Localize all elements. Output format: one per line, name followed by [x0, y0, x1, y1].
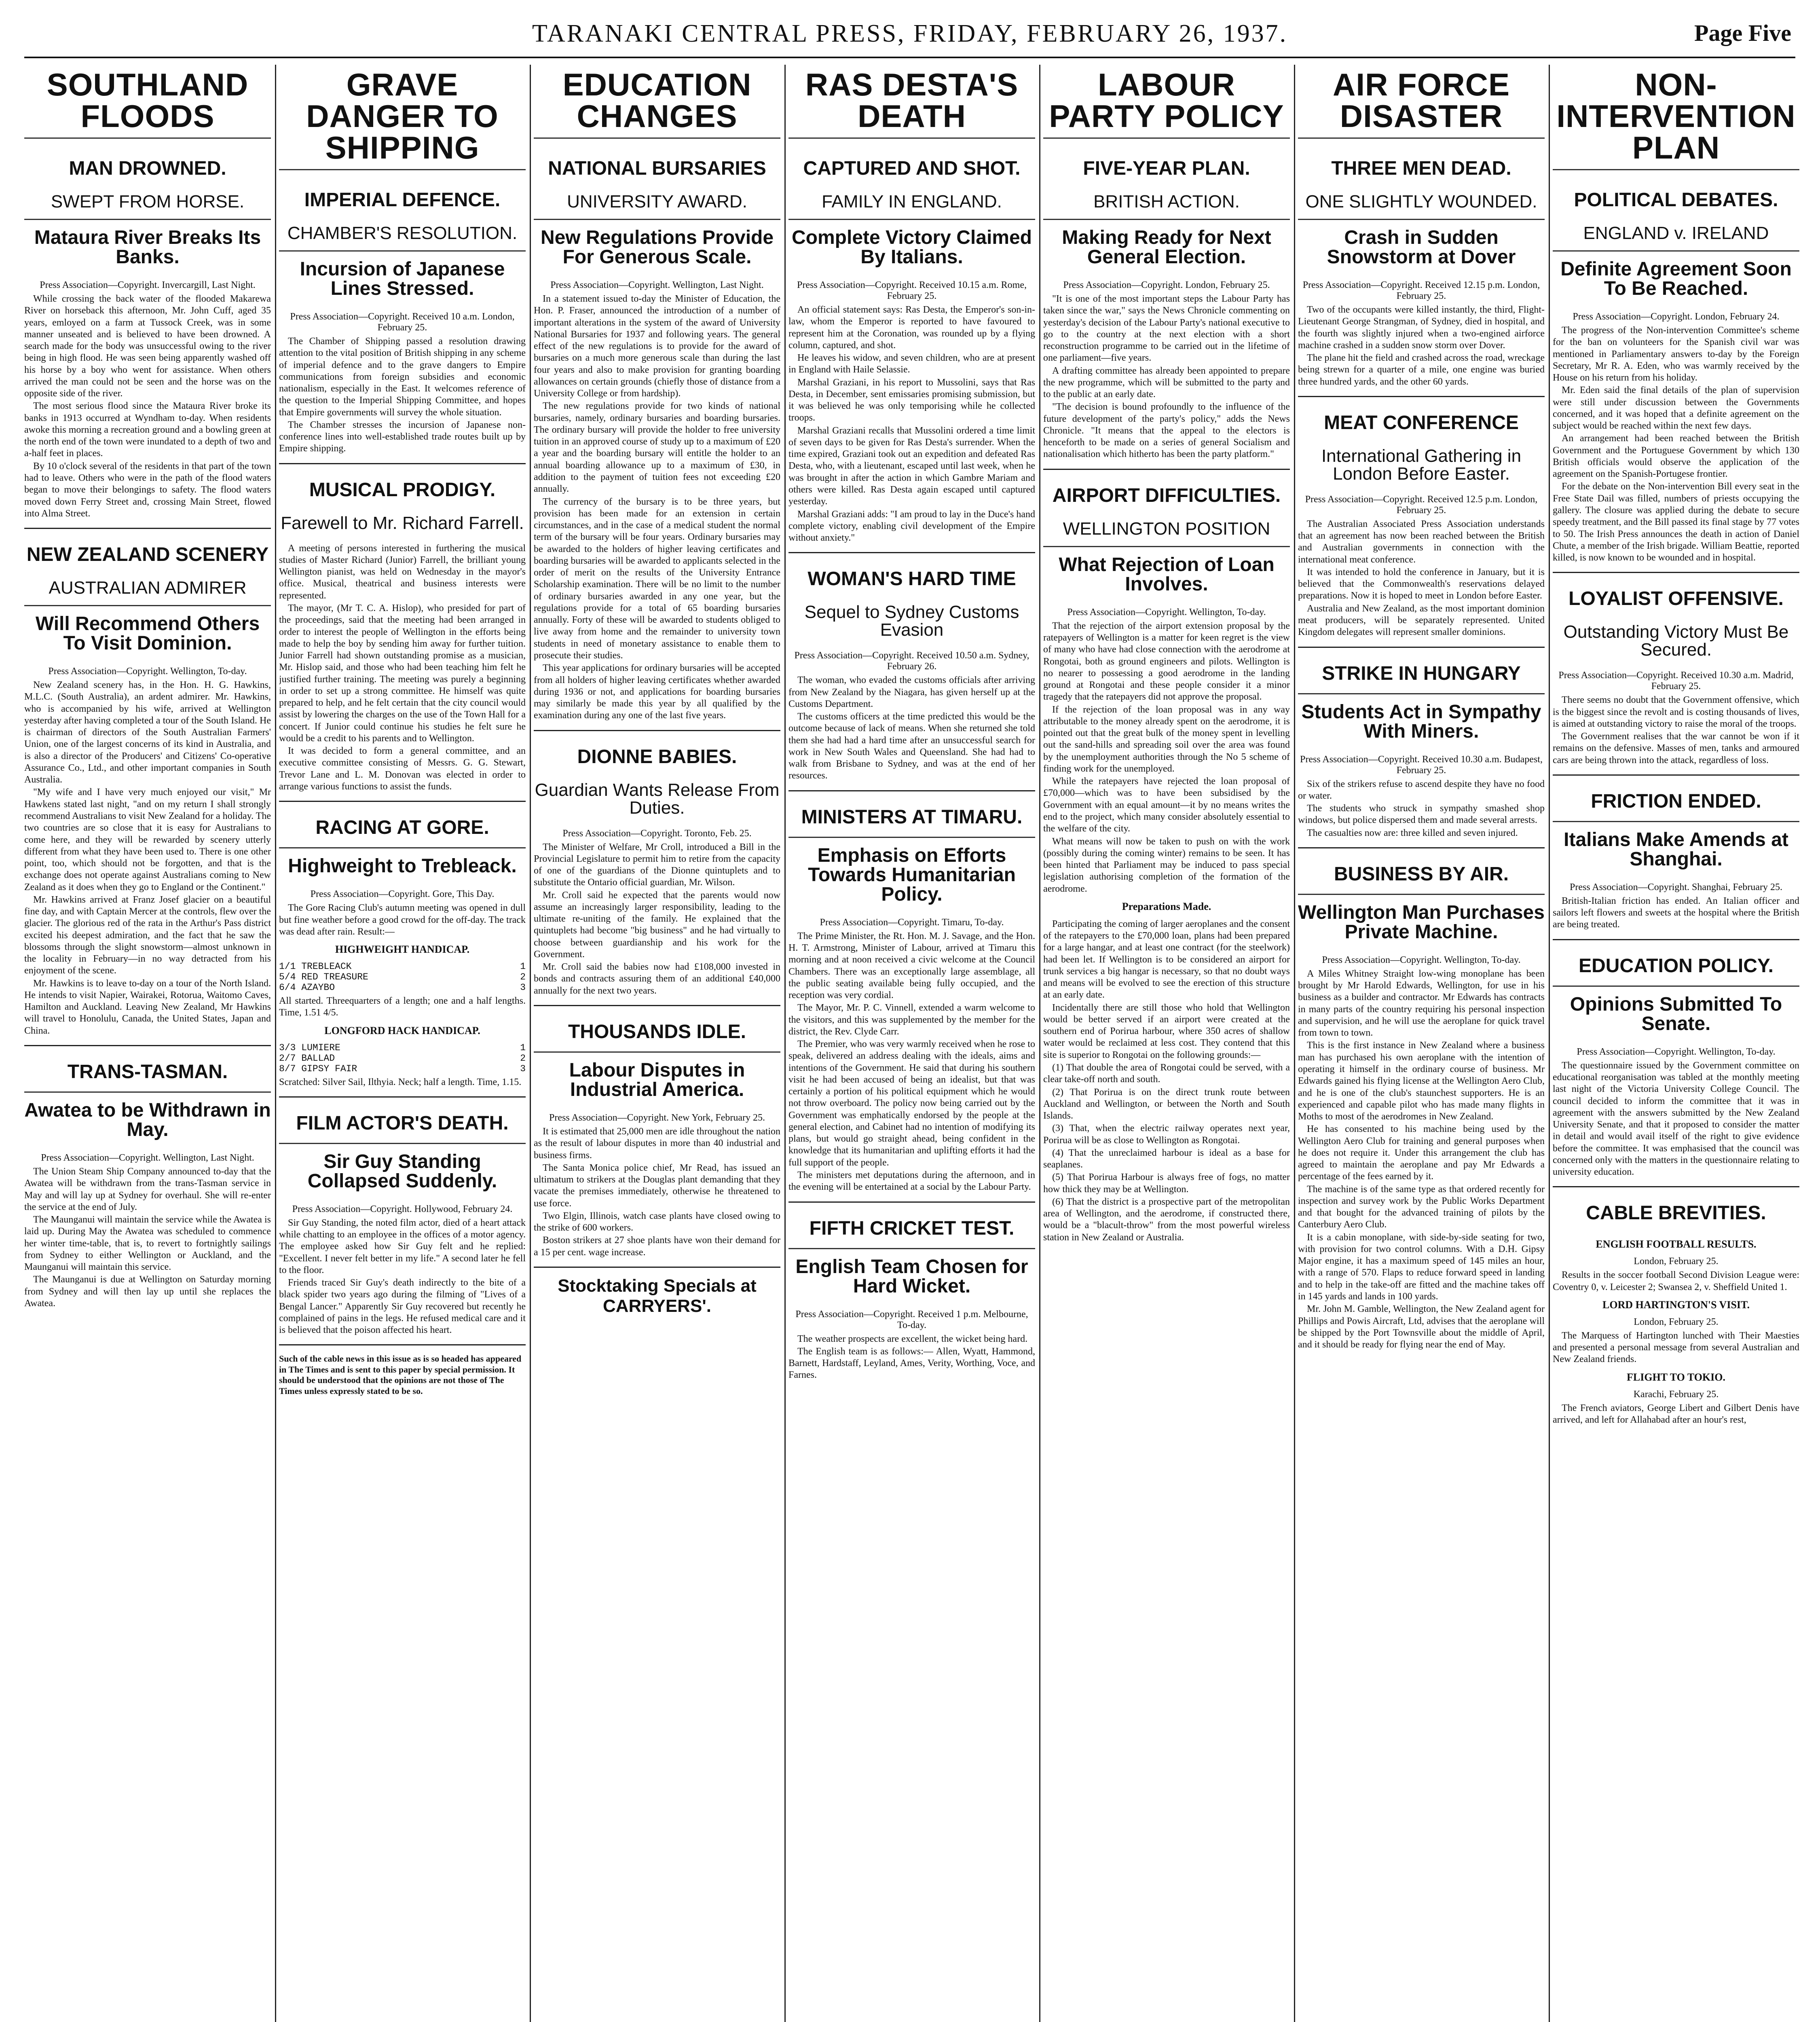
- paragraph: "The decision is bound profoundly to the influence of the future development of the party's policy," adds the News Chronicle. "It means that the appeal to the electors is henceforth to be made on a series of general Socialism and nationalisation which hitherto has been the party platform.": [1043, 402, 1290, 460]
- paragraph: It was intended to hold the conference in January, but it is believed that the Commonwealth's reservations delayed preparations. Now it is hoped to meet in London before Easter.: [1298, 567, 1545, 601]
- dateline: Press Association—Copyright. Received 10.50 a.m. Sydney, February 26.: [794, 650, 1029, 672]
- rule-separator: [534, 1267, 780, 1268]
- paragraph: The ministers met deputations during the afternoon, and in the evening will be entertained at a social by the Labour Party.: [788, 1170, 1035, 1193]
- paragraph: It is a cabin monoplane, with side-by-side seating for two, with provision for two control columns. With a D.H. Gipsy Major engine, it has a maximum speed of 145 miles an hour, with a range of 570. Flaps to reduce forward speed in landing and to help in the take-off are fitted and the machine takes off in 145 yards and lands in 100 yards.: [1298, 1232, 1545, 1302]
- race-note: Scratched: Silver Sail, Ilthyia. Neck; half a length. Time, 1.15.: [279, 1077, 522, 1087]
- paragraph: The Gore Racing Club's autumn meeting was opened in dull but fine weather before a good crowd for the off-day. The track was dead after rain. Result:—: [279, 903, 526, 937]
- masthead: [24, 12, 1795, 58]
- story-headline: NEW ZEALAND SCENERY: [26, 544, 269, 566]
- paragraph: Participating the coming of larger aeroplanes and the consent of the ratepayers to the £70,000 loan, plans had been prepared for a large hangar, and at least one contract (for the steelwork) had been let. If Wellington is to be considered an airport for trunk services a big hangar is necessary, so that no doubt ways and means will be evolved to see the erection of this structure at an early date.: [1043, 918, 1290, 1000]
- paragraph: The currency of the bursary is to be three years, but provision has been made for an extension in certain circumstances, and in the case of a medical student the normal term of the bursary will be four years. Ordinary bursaries may be awarded to the holders of higher leaving certificates and boarding bursaries will be awarded to applicants selected in the order of merit on the results of the University Entrance Scholarship examination. There will be no limit to the number of ordinary bursaries awarded in any one year, but the regulations provide for a total of 65 boarding bursaries annually. Forty of these will be awarded to students obliged to live away from home and the remainder to university town students in need of monetary assistance to enable them to prosecute their studies.: [534, 496, 780, 661]
- paragraph: The progress of the Non-intervention Committee's scheme for the ban on volunteers for the Spanish civil war was mentioned in Parliamentary answers to-day by the Foreign Secretary, Mr R. A. Eden, who was warmly received by the House on his return from his holiday.: [1553, 325, 1799, 383]
- paragraph: Mr. Croll said he expected that the parents would now assume an increasingly larger responsibility, leading to the ultimate re-uniting of the family. He explained that the quintuplets had become "big business" and he had virtually to choose between guardianship and his work for the Government.: [534, 890, 780, 960]
- article-body: [24, 293, 271, 520]
- dateline: Karachi, February 25.: [1633, 1389, 1719, 1400]
- rule-separator: [788, 1201, 1035, 1203]
- rule-separator: [788, 790, 1035, 791]
- race-row: [279, 982, 526, 993]
- paragraph: Friends traced Sir Guy's death indirectly to the bite of a black spider two years ago during the filming of "Lives of a Bengal Lancer." Apparently Sir Guy recovered but recently he complained of pains in the legs. He refused medical care and it is believed that the poison affected his heart.: [279, 1277, 526, 1336]
- paragraph: It was decided to form a general committee, and an executive committee consisting of Messrs. G. G. Stewart, Trevor Lane and L. M. Donovan was elected in order to arrange various functions to assist the funds.: [279, 746, 526, 792]
- article-body: [1553, 325, 1799, 564]
- story-headline: MUSICAL PRODIGY.: [309, 479, 496, 501]
- paragraph: Mr. Croll said the babies now had £108,000 invested in bonds and contracts assuring them of an additional £40,000 annually for the next two years.: [534, 962, 780, 996]
- advertisement-line: CARRYERS'.: [603, 1296, 711, 1316]
- paragraph: The Santa Monica police chief, Mr Read, has issued an ultimatum to strikers at the Douglas plant demanding that they vacate the premises immediately, otherwise he threatened to use force.: [534, 1162, 780, 1209]
- story-deck: Italians Make Amends at Shanghai.: [1553, 821, 1799, 879]
- paragraph: The mayor, (Mr T. C. A. Hislop), who presided for part of the proceedings, said that the meeting had been arranged in order to interest the people of Wellington in the efforts being made to help the boy by sending him away for further tuition. Junior Farrell had shown outstanding promise as a musician, Mr. Hislop said, and those who had been teaching him felt he justified further training. The meeting was purely a beginning in order to set up a strong committee. He himself was quite prepared to help, and he felt certain that the city council would assist by lowering the charges on the use of the Town Hall for a concert. If Junior could continue his studies he felt sure he would be a credit to his parents and to Wellington.: [279, 603, 526, 744]
- race-row: [279, 961, 526, 972]
- dateline: Press Association—Copyright. London, February 25.: [1063, 280, 1270, 290]
- paragraph: He has consented to his machine being used by the Wellington Aero Club for training and general purposes when he does not require it. Under this arrangement the club has agreed to maintain the aeroplane and pay Mr Edwards a percentage of the fees earned by it.: [1298, 1124, 1545, 1182]
- subheadline-secondary: BRITISH ACTION.: [1093, 192, 1240, 212]
- rule-separator: [1553, 572, 1799, 573]
- story-headline: THOUSANDS IDLE.: [568, 1021, 746, 1043]
- rule-separator: [1553, 1186, 1799, 1187]
- column-air-force: [1298, 65, 1545, 2022]
- paragraph: The new regulations provide for two kinds of national bursaries, namely, ordinary bursaries and boarding bursaries. The ordinary bursary will provide the holder to free university tuition in an approved course of study up to a maximum of £20 a year and the boarding bursary will entitle the holder to an annual boarding allowance up to a maximum of £30, in addition to the payment of tuition fees not exceeding £20 annually.: [534, 401, 780, 495]
- deck: Crash in Sudden Snowstorm at Dover: [1298, 219, 1545, 277]
- paragraph: The machine is of the same type as that ordered recently for inspection and survey work by the Public Works Department and that bought for the advanced training of pilots by the Canterbury Aero Club.: [1298, 1184, 1545, 1230]
- paragraph: Results in the soccer football Second Division League were: Coventry 0, v. Leicester 2; Swansea 2, v. Sheffield United 1.: [1553, 1270, 1799, 1292]
- story-headline: TRANS-TASMAN.: [67, 1061, 228, 1083]
- placing: 1: [520, 961, 526, 972]
- subheadline-secondary: ENGLAND v. IRELAND: [1583, 223, 1769, 243]
- article-body: [1298, 518, 1545, 639]
- paragraph: The Maunganui will maintain the service while the Awatea is laid up. During May the Awatea was scheduled to commence her winter time-table, that is, to revert to fortnightly sailings from Sydney to either Wellington or Auckland, and the Maunganui will maintain this service.: [24, 1214, 271, 1273]
- dateline: Press Association—Copyright. Shanghai, February 25.: [1570, 882, 1782, 893]
- race-row: [279, 1053, 526, 1064]
- placing: 3: [520, 982, 526, 993]
- article-body: [534, 293, 780, 722]
- horse-name: 6/4 AZAYBO: [279, 982, 335, 993]
- story-headline: AIRPORT DIFFICULTIES.: [1052, 484, 1281, 506]
- story-subheadline: Guardian Wants Release From Duties.: [535, 780, 780, 818]
- horse-name: 1/1 TREBLEACK: [279, 961, 352, 972]
- dateline: London, February 25.: [1634, 1256, 1719, 1267]
- dateline: Press Association—Copyright. New York, February 25.: [549, 1113, 765, 1123]
- deck: New Regulations Provide For Generous Scale.: [534, 219, 780, 277]
- paragraph: For the debate on the Non-intervention Bill every seat in the Free State Dail was filled, numbers of priests occupying the gallery. The closure was applied during the debate to secure speedy treatment, and the Bill passed its final stage by 77 votes to 50. The Irish Press announces the death in action of Daniel Chute, a member of the Irish brigade. William Beattie, reported killed, is now known to be wounded and in hospital.: [1553, 481, 1799, 563]
- rule-separator: [788, 552, 1035, 553]
- dateline: Press Association—Copyright. Wellington, To-day.: [1322, 954, 1521, 965]
- story-headline: LOYALIST OFFENSIVE.: [1568, 588, 1784, 610]
- paragraph: (1) That double the area of Rongotai could be served, with a clear take-off north and south.: [1043, 1062, 1290, 1085]
- paragraph: The Prime Minister, the Rt. Hon. M. J. Savage, and the Hon. H. T. Armstrong, Minister of Labour, arrived at Timaru this morning and at noon received a civic welcome at the Council Chambers. There was an exceptionally large assemblage, all the public seating available being fully occupied, and the reception was very cordial.: [788, 931, 1035, 1001]
- dateline: Press Association—Copyright. Received 12.15 p.m. London, February 25.: [1302, 280, 1540, 301]
- paragraph: A drafting committee has already been appointed to prepare the new programme, which will be submitted to the party and to the public at an early date.: [1043, 365, 1290, 400]
- race-row: [279, 1064, 526, 1074]
- section-subhead: Preparations Made.: [1122, 900, 1211, 912]
- paragraph: British-Italian friction has ended. An Italian officer and sailors left flowers and sweets at the hospital where the British are being treated.: [1553, 895, 1799, 930]
- paragraph: The Union Steam Ship Company announced to-day that the Awatea will be withdrawn from the trans-Tasman service in May and will lay up at Sydney for overhaul. She will re-enter the service at the end of July.: [24, 1166, 271, 1212]
- subheadline-secondary: UNIVERSITY AWARD.: [567, 192, 747, 212]
- column-grave-danger: [279, 65, 526, 2022]
- main-headline: SOUTHLAND FLOODS: [24, 65, 271, 139]
- paragraph: There seems no doubt that the Government offensive, which is the biggest since the revolt and is costing thousands of lives, is aimed at outstanding victory to raise the moral of the troops.: [1553, 695, 1799, 729]
- column-education-changes: [534, 65, 780, 2022]
- brevity-body: [1553, 1269, 1799, 1293]
- paragraph: The Maunganui is due at Wellington on Saturday morning from Sydney and will then lay up until she replaces the Awatea.: [24, 1274, 271, 1309]
- paragraph: The Government realises that the war cannot be won if it remains on the defensive. Masses of men, tanks and armoured cars are being thrown into the attack, regardless of loss.: [1553, 731, 1799, 766]
- paragraph: Mr. Hawkins is to leave to-day on a tour of the North Island. He intends to visit Napier, Wairakei, Rotorua, Waitomo Caves, Hamilton and Auckland. Leaving New Zealand, Mr Hawkins will travel to Honolulu, Canada, the United States, Japan and China.: [24, 978, 271, 1036]
- column-rule: [784, 65, 786, 2022]
- paragraph: The Minister of Welfare, Mr Croll, introduced a Bill in the Provincial Legislature to permit him to retire from the capacity of one of the guardians of the Dionne quintuplets and to substitute the Ontario official guardian, Mr. Wilson.: [534, 842, 780, 888]
- paragraph: The Chamber of Shipping passed a resolution drawing attention to the vital position of British shipping in any scheme of imperial defence and to the grave dangers to Empire communications from foreign subsidies and economic nationalism, especially in the East. It welcomes reference of the question to the Imperial Shipping Committee, and hopes that Empire governments will survey the whole situation.: [279, 336, 526, 418]
- brevity-body: [1553, 1330, 1799, 1366]
- paragraph: The customs officers at the time predicted this would be the outcome because of lack of means. When she returned she told them she had had a hard time after an unsuccessful search for work in New South Wales and Queensland. She had had to walk from Brisbane to Sydney, and was at the end of her resources.: [788, 711, 1035, 781]
- article-body: [279, 336, 526, 455]
- subheadline: FIVE-YEAR PLAN.: [1083, 158, 1250, 179]
- dateline: Press Association—Copyright. Received 1 p.m. Melbourne, To-day.: [795, 1309, 1028, 1330]
- brevity-title: LORD HARTINGTON'S VISIT.: [1602, 1299, 1750, 1311]
- rule-separator: [279, 1096, 526, 1098]
- paragraph: A Miles Whitney Straight low-wing monoplane has been brought by Mr Harold Edwards, Wellington, for use in his business as a builder and contractor. Mr Edwards has contracts in many parts of the country requiring his personal inspection and supervision, and he will use the aeroplane for quick travel from town to town.: [1298, 968, 1545, 1038]
- subheadline: IMPERIAL DEFENCE.: [304, 189, 501, 211]
- placing: 1: [520, 1042, 526, 1053]
- paragraph: (2) That Porirua is on the direct trunk route between Auckland and Wellington, or between the North and South Islands.: [1043, 1087, 1290, 1121]
- race-title: LONGFORD HACK HANDICAP.: [324, 1024, 480, 1036]
- brevity-title: ENGLISH FOOTBALL RESULTS.: [1596, 1238, 1757, 1250]
- rule-separator: [24, 528, 271, 529]
- race-title: HIGHWEIGHT HANDICAP.: [335, 943, 470, 956]
- article-body: [788, 675, 1035, 782]
- rule-separator: [534, 730, 780, 731]
- article-body: [1553, 895, 1799, 931]
- rule-separator: [1298, 847, 1545, 848]
- paragraph: A meeting of persons interested in furthering the musical studies of Master Richard (Junior) Farrell, the brilliant young Wellington pianist, was held on Wednesday in the mayor's office. Musical, theatrical and business interests were represented.: [279, 543, 526, 601]
- subheadline: POLITICAL DEBATES.: [1574, 189, 1778, 211]
- story-headline: MINISTERS AT TIMARU.: [801, 806, 1023, 828]
- paragraph: (5) That Porirua Harbour is always free of fogs, no matter how thick they may be at Wellington.: [1043, 1172, 1290, 1195]
- subheadline-secondary: CHAMBER'S RESOLUTION.: [287, 223, 518, 243]
- paragraph: The French aviators, George Libert and Gilbert Denis have arrived, and left for Allahabad after an hour's rest,: [1553, 1402, 1799, 1425]
- column-rule: [1039, 65, 1040, 2022]
- subheadline: MAN DROWNED.: [69, 158, 226, 179]
- paragraph: The students who struck in sympathy smashed shop windows, but police dispersed them and made several arrests.: [1298, 803, 1545, 826]
- article-body: [24, 679, 271, 1037]
- paragraph: Boston strikers at 27 shoe plants have won their demand for a 15 per cent. wage increase.: [534, 1235, 780, 1258]
- story-headline: WOMAN'S HARD TIME: [807, 568, 1016, 590]
- article-body: [279, 902, 526, 938]
- rule-separator: [534, 1005, 780, 1006]
- paragraph: The casualties now are: three killed and seven injured.: [1307, 827, 1518, 838]
- paragraph: Six of the strikers refuse to ascend despite they have no food or water.: [1298, 778, 1545, 801]
- column-non-intervention: [1553, 65, 1799, 2022]
- article-body: [788, 304, 1035, 544]
- story-subheadline: International Gathering in London Before Easter.: [1321, 446, 1522, 484]
- columns: [24, 65, 1799, 2022]
- rule-separator: [1298, 396, 1545, 397]
- dateline: Press Association—Copyright. Toronto, Feb. 25.: [562, 828, 752, 839]
- race-row: [279, 1043, 526, 1053]
- paragraph: "My wife and I have very much enjoyed our visit," Mr Hawkens stated last night, "and on my return I shall strongly recommend Australians to visit New Zealand for a holiday. The two countries are so close that it is easy for Australians to come here, and they will be rewarded by scenery utterly different from what they have been used to. There is one other point, too, which should not be forgotten, and that is the exchange does not operate against Australians coming to New Zealand as it does when they go to England or the Continent.": [24, 787, 271, 893]
- paragraph: (3) That, when the electric railway operates next year, Porirua will be as close to Wellington as Rongotai.: [1043, 1123, 1290, 1146]
- story-headline: FILM ACTOR'S DEATH.: [296, 1112, 509, 1134]
- dateline: Press Association—Copyright. Hollywood, February 24.: [292, 1203, 513, 1214]
- paragraph: The questionnaire issued by the Government committee on educational reorganisation was tabled at the monthly meeting last night of the Victoria University College Council. The council decided to inform the committee that it was in agreement with the answers submitted by the New Zealand University Senate, and that it proposed to consider the matter in detail and would avail itself of the right to give evidence before the committee. It was emphasised that the council was concerned only with the matters in the questionnaire relating to university education.: [1553, 1060, 1799, 1178]
- paragraph: Marshal Graziani adds: "I am proud to lay in the Duce's hand complete victory, enabling civil development of the Empire without anxiety.": [788, 509, 1035, 544]
- column-rule: [1294, 65, 1295, 2022]
- subheadline-secondary: FAMILY IN ENGLAND.: [822, 192, 1002, 212]
- main-headline: AIR FORCE DISASTER: [1298, 65, 1545, 139]
- deck: Incursion of Japanese Lines Stressed.: [279, 250, 526, 308]
- race-results: [279, 943, 526, 1088]
- brevity-body: [1553, 1402, 1799, 1426]
- paragraph: It is estimated that 25,000 men are idle throughout the nation as the result of labour disputes in more than 40 industrial and business firms.: [534, 1126, 780, 1161]
- times-notice: Such of the cable news in this issue as is so headed has appeared in The Times and is sent to this paper by special permission. It should be understood that the opinions are not those of The Times unless expressly stated to be so.: [279, 1354, 522, 1396]
- article-body: [788, 931, 1035, 1193]
- dateline: London, February 25.: [1634, 1316, 1719, 1327]
- story-deck: English Team Chosen for Hard Wicket.: [788, 1248, 1035, 1306]
- article-body: [1553, 694, 1799, 766]
- deck: Making Ready for Next General Election.: [1043, 219, 1290, 277]
- paragraph: Australia and New Zealand, as the most important dominion meat producers, will be separately represented. United Kingdom delegates will represent smaller dominions.: [1298, 603, 1545, 638]
- story-headline: MEAT CONFERENCE: [1324, 412, 1519, 434]
- paragraph: An official statement says: Ras Desta, the Emperor's son-in-law, whom the Emperor is reported to have favoured to represent him at the Coronation, was rounded up by a flying column, captured, and shot.: [788, 305, 1035, 351]
- paragraph: That the rejection of the airport extension proposal by the ratepayers of Wellington is a matter for keen regret is the view of many who have had close connection with the aerodrome at Rongotai, both as ground engineers and pilots. Wellington is no nearer to possessing a good aerodrome in the landing ground at Rongotai and these people consider it a minor tragedy that the ratepayers did not approve the proposal.: [1043, 620, 1290, 702]
- subheadline-secondary: SWEPT FROM HORSE.: [51, 192, 245, 212]
- dateline: Press Association—Copyright. Wellington, To-day.: [48, 666, 247, 677]
- dateline: Press Association—Copyright. London, February 24.: [1573, 311, 1780, 322]
- paragraph: The plane hit the field and crashed across the road, wreckage being strewn for a quarter of a mile, one engine was buried three hundred yards, and the other 60 yards.: [1298, 353, 1545, 387]
- article-body: [1043, 620, 1290, 895]
- story-headline: DIONNE BABIES.: [577, 746, 737, 768]
- article-body: [1298, 304, 1545, 388]
- story-subheadline: Farewell to Mr. Richard Farrell.: [281, 513, 524, 533]
- column-southland-floods: [24, 65, 271, 2022]
- story-deck: Students Act in Sympathy With Miners.: [1298, 693, 1545, 751]
- story-subheadline: AUSTRALIAN ADMIRER: [49, 578, 247, 598]
- paragraph: By 10 o'clock several of the residents in that part of the town had to leave. Others who were in the path of the flood waters began to move their belongings to safety. The flood waters moved down Ferry Street and, crossing Main Street, flowed into Alma Street.: [24, 461, 271, 519]
- deck: Definite Agreement Soon To Be Reached.: [1553, 250, 1799, 308]
- masthead-title: TARANAKI CENTRAL PRESS, FRIDAY, FEBRUARY 26, 1937.: [532, 20, 1288, 47]
- article-body: [24, 1166, 271, 1309]
- subheadline: NATIONAL BURSARIES: [548, 158, 766, 179]
- dateline: Press Association—Copyright. Timaru, To-day.: [820, 917, 1004, 928]
- dateline: Press Association—Copyright. Wellington, Last Night.: [550, 280, 764, 290]
- paragraph: Marshal Graziani recalls that Mussolini ordered a time limit of seven days to be given for Ras Desta's surrender. When the time expired, Graziani took out an expedition and defeated Ras Desta, who, with a lieutenant, escaped until last week, when he was brought in after the action in which Gambre Mariam and others were killed. Ras Desta again escaped until captured yesterday.: [788, 425, 1035, 507]
- story-deck: Labour Disputes in Industrial America.: [534, 1051, 780, 1109]
- column-rule: [1549, 65, 1550, 2022]
- horse-name: 8/7 GIPSY FAIR: [279, 1063, 357, 1074]
- paragraph: (6) That the district is a prospective part of the metropolitan area of Wellington, and the aerodrome, if constructed there, would be a "blacult-throw" from the most powerful wireless station in New Zealand or Australia.: [1043, 1196, 1290, 1243]
- paragraph: While the ratepayers have rejected the loan proposal of £70,000—which was to have been subsidised by the Government with an equal amount—it by no means writes the end to the project, which many consider absolutely essential to the welfare of the city.: [1043, 776, 1290, 834]
- placing: 2: [520, 1053, 526, 1064]
- main-headline: EDUCATION CHANGES: [534, 65, 780, 139]
- race-note: All started. Threequarters of a length; one and a half lengths. Time, 1.51 4/5.: [279, 996, 526, 1018]
- story-deck: What Rejection of Loan Involves.: [1043, 546, 1290, 604]
- story-deck: Sir Guy Standing Collapsed Suddenly.: [279, 1143, 526, 1201]
- column-rule: [275, 65, 276, 2022]
- paragraph: New Zealand scenery has, in the Hon. H. G. Hawkins, M.L.C. (South Australia), an ardent admirer. Mr. Hawkins, who is accompanied by his wife, arrived at Wellington yesterday after having completed a tour of the South Island. He is chairman of directors of the South Australian Farmers' Union, one of the largest concerns of its kind in Australia, and is also a director of the Producers' and Citizens' Co-operative Assurance Co., Ltd., and other important companies in South Australia.: [24, 680, 271, 785]
- main-headline: LABOUR PARTY POLICY: [1043, 65, 1290, 139]
- dateline: Press Association—Copyright. Received 10.30 a.m. Budapest, February 25.: [1300, 754, 1543, 776]
- story-deck: Will Recommend Others To Visit Dominion.: [24, 605, 271, 663]
- story-deck: Wellington Man Purchases Private Machine.: [1298, 894, 1545, 952]
- paragraph: (4) That the unreclaimed harbour is ideal as a base for seaplanes.: [1043, 1147, 1290, 1170]
- paragraph: Marshal Graziani, in his report to Mussolini, says that Ras Desta, in December, sent emissaries promising submission, but it was believed he was only temporising while he collected troops.: [788, 377, 1035, 423]
- race-row: [279, 972, 526, 982]
- paragraph: Two Elgin, Illinois, watch case plants have closed owing to the strike of 600 workers.: [534, 1210, 780, 1233]
- story-headline: RACING AT GORE.: [315, 817, 489, 839]
- subheadline: CAPTURED AND SHOT.: [803, 158, 1021, 179]
- subheadline-secondary: ONE SLIGHTLY WOUNDED.: [1305, 192, 1537, 212]
- story-deck: Awatea to be Withdrawn in May.: [24, 1091, 271, 1149]
- deck: Mataura River Breaks Its Banks.: [24, 219, 271, 277]
- story-subheadline: Outstanding Victory Must Be Secured.: [1563, 622, 1789, 660]
- rule-separator: [1043, 469, 1290, 470]
- paragraph: The Mayor, Mr. P. C. Vinnell, extended a warm welcome to the visitors, and this was supplemented by the member for the district, the Rev. Clyde Carr.: [788, 1003, 1035, 1037]
- horse-name: 2/7 BALLAD: [279, 1053, 335, 1064]
- rule-separator: [1298, 647, 1545, 648]
- column-labour-party: [1043, 65, 1290, 2022]
- article-body: [1298, 778, 1545, 839]
- article-body: [1043, 293, 1290, 461]
- paragraph: The Marquess of Hartington lunched with Their Maesties and presented a personal message from several Australian and New Zealand friends.: [1553, 1330, 1799, 1365]
- paragraph: Mr. Eden said the final details of the plan of supervision were still under discussion between the Governments concerned, and it was hoped that a definite agreement on the subject would be reached within the next few days.: [1553, 385, 1799, 431]
- advertisement-line: Stocktaking Specials at: [558, 1275, 757, 1296]
- dateline: Press Association—Copyright. Gore, This Day.: [310, 889, 495, 900]
- placing: 2: [520, 972, 526, 983]
- paragraph: Two of the occupants were killed instantly, the third, Flight-Lieutenant George Strangman, of Sydney, died in hospital, and the fourth was slightly injured when a two-engined airforce machine crashed in a sudden snow storm over Dover.: [1298, 305, 1545, 351]
- paragraph: The Premier, who was very warmly received when he rose to speak, delivered an address dealing with the ideals, aims and intentions of the Government. He said that during his southern visit he had been accused of being an idealist, but that was certainly a portion of his political equipment which he would not throw overboard. The policy now being carried out by the Government was emphatically endorsed by the people at the general election, and Cabinet had no intention of modifying its plans, but would go straight ahead, being confident in the knowledge that its humanitarian and uplifting efforts it had the full support of the people.: [788, 1039, 1035, 1168]
- paragraph: Incidentally there are still those who hold that Wellington would be better served if an airport were created at the southern end of Porirua harbour, where 350 acres of shallow water would be reclaimed at less cost. They contend that this site is superior to Rongotai on the following grounds:—: [1043, 1002, 1290, 1060]
- subheadline: THREE MEN DEAD.: [1331, 158, 1511, 179]
- paragraph: Sir Guy Standing, the noted film actor, died of a heart attack while chatting to an employee in the offices of a motor agency. The employee asked how Sir Guy felt and he replied: "Excellent. I never felt better in my life." A second later he fell to the floor.: [279, 1217, 526, 1275]
- article-body: [1553, 1060, 1799, 1178]
- page-number: Page Five: [1694, 20, 1791, 46]
- story-subheadline: Sequel to Sydney Customs Evasion: [804, 602, 1019, 640]
- paragraph: An arrangement had been reached between the British Government and the Portuguese Government by which 130 British officials would observe the application of the agreement on the Spanish-Portugese frontier.: [1553, 433, 1799, 480]
- article-body: [534, 842, 780, 997]
- paragraph: While crossing the back water of the flooded Makarewa River on horseback this afternoon, Mr. John Cuff, aged 35 years, emloyed on a farm at Tussock Creek, was in some manner unseated and is believed to have been drowned. A search made for the body was unsuccessful owing to the river being in high flood. He was seen being apparently washed off his horse by a boy who went for assistance. When others arrived the man could not be seen and the horse was on the opposite side of the river.: [24, 294, 271, 399]
- dateline: Press Association—Copyright. Received 10.30 a.m. Madrid, February 25.: [1558, 670, 1794, 692]
- rule-separator: [1553, 774, 1799, 776]
- paragraph: The woman, who evaded the customs officials after arriving from New Zealand by the Niagara, has given herself up at the Customs Department.: [788, 675, 1035, 709]
- column-ras-desta: [788, 65, 1035, 2022]
- horse-name: 3/3 LUMIERE: [279, 1042, 340, 1053]
- rule-separator: [1553, 939, 1799, 940]
- article-body: [279, 1217, 526, 1337]
- dateline: Press Association—Copyright. Received 10.15 a.m. Rome, February 25.: [797, 280, 1027, 301]
- dateline: Press Association—Copyright. Wellington, To-day.: [1067, 607, 1266, 618]
- paragraph: The most serious flood since the Mataura River broke its banks in 1913 occurred at Wyndham to-day. When residents awoke this morning a recreation ground and a bowling green at the north end of the town were inundated to a depth of two and a-half feet in places.: [24, 401, 271, 459]
- rule-separator: [279, 1344, 526, 1345]
- rule-separator: [279, 801, 526, 802]
- story-headline: EDUCATION POLICY.: [1579, 955, 1773, 977]
- paragraph: The Australian Associated Press Association understands that an agreement has now been reached between the British and Australian governments in connection with the international meat conference.: [1298, 518, 1545, 565]
- paragraph: The English team is as follows:— Allen, Wyatt, Hammond, Barnett, Hardstaff, Leyland, Ames, Verity, Worthing, Voce, and Farnes.: [788, 1346, 1035, 1381]
- story-headline: STRIKE IN HUNGARY: [1322, 662, 1521, 684]
- main-headline: GRAVE DANGER TO SHIPPING: [279, 65, 526, 170]
- rule-separator: [24, 1045, 271, 1046]
- story-headline: FIFTH CRICKET TEST.: [809, 1217, 1015, 1239]
- article-body: [788, 1333, 1035, 1381]
- dateline: Press Association—Copyright. Received 10 a.m. London, February 25.: [290, 311, 515, 333]
- paragraph: He leaves his widow, and seven children, who are at present in England with Haile Selassie.: [788, 353, 1035, 375]
- brevity-title: FLIGHT TO TOKIO.: [1627, 1371, 1725, 1383]
- horse-name: 5/4 RED TREASURE: [279, 972, 368, 983]
- paragraph: In a statement issued to-day the Minister of Education, the Hon. P. Fraser, announced the introduction of a number of important alterations in the system of the award of University National Bursaries for 1937 and following years. The general effect of the new regulations is to provide for the award of bursaries on a much more generous scale than during the last four years and also to make provision for granting boarding allowances on certain grounds (chiefly those of distance from a University College or from hardship).: [534, 294, 780, 399]
- paragraph: "It is one of the most important steps the Labour Party has taken since the war," says the News Chronicle commenting on yesterday's decision of the Labour Party's national executive to go to the country at the next election with a short reconstruction programme to be carried out in the lifetime of one parliament—five years.: [1043, 294, 1290, 364]
- main-headline: RAS DESTA'S DEATH: [788, 65, 1035, 139]
- paragraph: This is the first instance in New Zealand where a business man has purchased his own aeroplane with the intention of operating it himself in the ordinary course of business. Mr Edwards gained his flying license at the Wellington Aero Club, and he is one of the club's staunchest supporters. He is an experienced and capable pilot who has made many flights in Moths to most of the aerodromes in New Zealand.: [1298, 1040, 1545, 1122]
- article-body: [279, 543, 526, 793]
- main-headline: NON-INTERVENTION PLAN: [1553, 65, 1799, 170]
- dateline: Press Association—Copyright. Received 12.5 p.m. London, February 25.: [1305, 494, 1538, 516]
- paragraph: Mr. John M. Gamble, Wellington, the New Zealand agent for Phillips and Powis Aircraft, Ltd, advises that the aeroplane will be shipped by the Port Townsville about the middle of April, and it should be ready for flying near the end of May.: [1298, 1304, 1545, 1350]
- story-headline: BUSINESS BY AIR.: [1334, 863, 1509, 885]
- paragraph: What means will now be taken to push on with the work (possibly during the coming winter) remains to be seen. It has been hinted that Parliament may be induced to pass special legislation authorising completion of the formation of the aerodrome.: [1043, 836, 1290, 894]
- story-headline: CABLE BREVITIES.: [1586, 1202, 1766, 1224]
- story-deck: Emphasis on Efforts Towards Humanitarian Policy.: [788, 837, 1035, 914]
- story-deck: Highweight to Trebleack.: [279, 847, 526, 886]
- story-deck: Opinions Submitted To Senate.: [1553, 986, 1799, 1043]
- dateline: Press Association—Copyright. Wellington, To-day.: [1577, 1046, 1776, 1057]
- deck: Complete Victory Claimed By Italians.: [788, 219, 1035, 277]
- paragraph: If the rejection of the loan proposal was in any way attributable to the money already spent on the aerodrome, it is pointed out that the great bulk of the money spent in levelling out the sand-hills and spreading soil over the area was found by the unemployment authorities through the No 5 scheme of finding work for the unemployed.: [1043, 704, 1290, 774]
- paragraph: The weather prospects are excellent, the wicket being hard.: [797, 1333, 1028, 1344]
- rule-separator: [279, 463, 526, 464]
- column-rule: [530, 65, 531, 2022]
- paragraph: This year applications for ordinary bursaries will be accepted from all holders of higher leaving certificates whether awarded during 1936 or not, and applications for boarding bursaries may similarly be made this year by all qualified by the examination during any one of the last five years.: [534, 663, 780, 721]
- dateline: Press Association—Copyright. Invercargill, Last Night.: [40, 280, 256, 290]
- story-headline: FRICTION ENDED.: [1591, 790, 1761, 812]
- article-body: [1043, 918, 1290, 1244]
- article-body: [1298, 968, 1545, 1351]
- paragraph: The Chamber stresses the incursion of Japanese non-conference lines into well-established trade routes built up by Empire shipping.: [279, 419, 526, 454]
- article-body: [534, 1126, 780, 1258]
- placing: 3: [520, 1063, 526, 1074]
- dateline: Press Association—Copyright. Wellington, Last Night.: [41, 1153, 254, 1163]
- story-subheadline: WELLINGTON POSITION: [1063, 518, 1270, 539]
- paragraph: Mr. Hawkins arrived at Franz Josef glacier on a beautiful fine day, and with Captain Mercer at the controls, flew over the glacier. The glorious red of the rata in the Arthur's Pass district excited his deepest admiration, and the fact that he saw the blossoms through the slight snowstorm—almost unknown in the locality in February—in no way detracted from his enjoyment of the scene.: [24, 894, 271, 976]
